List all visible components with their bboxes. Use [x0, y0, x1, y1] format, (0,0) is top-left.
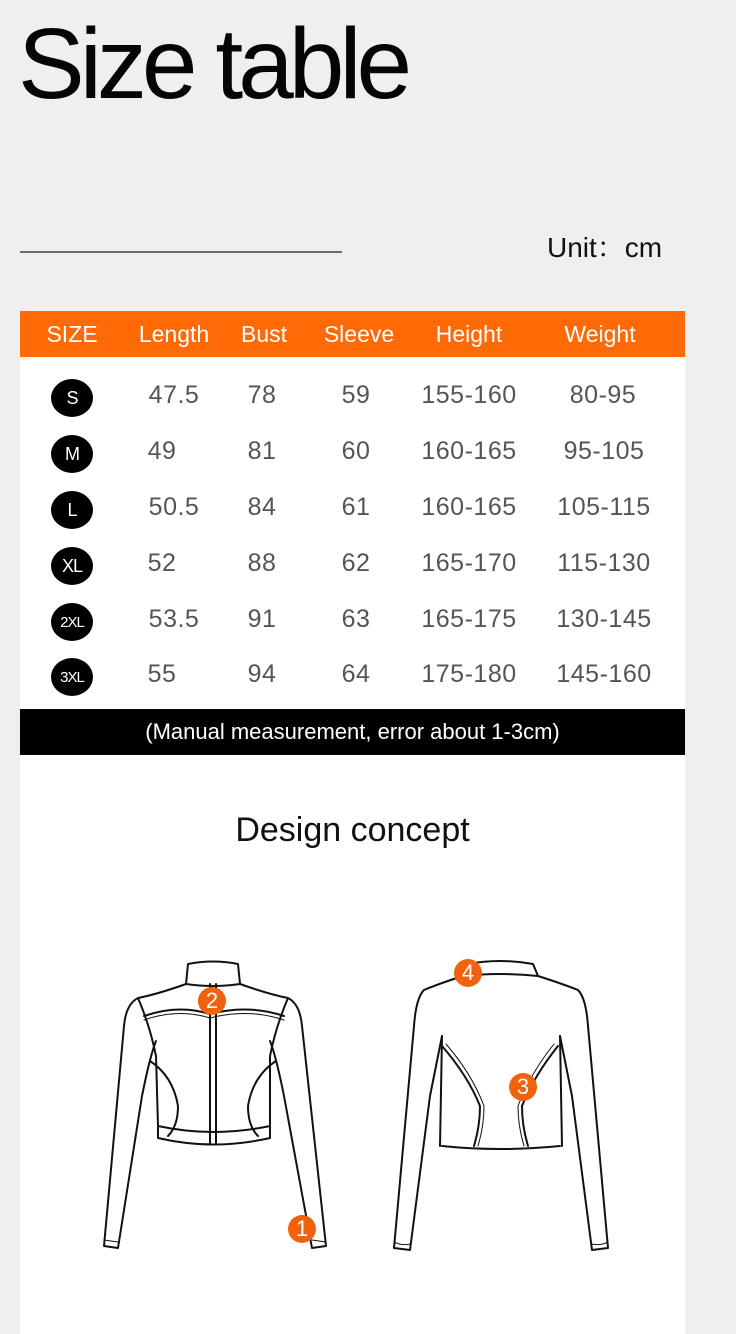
- weight-cell: 105-115: [557, 493, 651, 521]
- design-concept-title: Design concept: [235, 811, 470, 849]
- sleeve-cell: 62: [341, 549, 371, 577]
- length-cell: 52: [147, 549, 177, 577]
- height-cell: 160-165: [421, 493, 517, 521]
- length-cell: 50.5: [148, 493, 200, 521]
- weight-cell: 145-160: [556, 660, 652, 688]
- bust-cell: 88: [247, 549, 277, 577]
- sleeve-cell: 59: [341, 381, 371, 409]
- height-cell: 165-175: [421, 605, 517, 633]
- feature-marker-3: 3: [509, 1073, 537, 1101]
- length-cell: 55: [147, 660, 177, 688]
- column-header-size: SIZE: [46, 321, 98, 347]
- height-cell: 155-160: [421, 381, 517, 409]
- weight-cell: 130-145: [556, 605, 652, 633]
- sleeve-cell: 60: [341, 437, 371, 465]
- jacket-back-drawing: [388, 956, 613, 1261]
- bust-cell: 78: [247, 381, 277, 409]
- sleeve-cell: 63: [341, 605, 371, 633]
- table-header: [20, 311, 685, 357]
- weight-cell: 115-130: [557, 549, 651, 577]
- table-row: [20, 481, 685, 537]
- table-row: [20, 425, 685, 481]
- size-badge: 3XL: [51, 658, 93, 696]
- feature-marker-2: 2: [198, 987, 226, 1015]
- column-header-height: Height: [435, 321, 503, 347]
- size-badge: 2XL: [51, 603, 93, 641]
- column-header-weight: Weight: [564, 321, 636, 347]
- sleeve-cell: 61: [341, 493, 371, 521]
- table-row: [20, 593, 685, 649]
- column-header-bust: Bust: [240, 321, 288, 347]
- table-row: [20, 648, 685, 704]
- bust-cell: 84: [247, 493, 277, 521]
- page-title: Size table: [18, 8, 408, 120]
- length-cell: 47.5: [148, 381, 200, 409]
- bust-cell: 81: [247, 437, 277, 465]
- bust-cell: 91: [247, 605, 277, 633]
- feature-marker-1: 1: [288, 1215, 316, 1243]
- size-badge: L: [51, 491, 93, 529]
- feature-marker-4: 4: [454, 959, 482, 987]
- bust-cell: 94: [247, 660, 277, 688]
- divider-line: [20, 251, 342, 253]
- weight-cell: 95-105: [563, 437, 645, 465]
- measurement-note: (Manual measurement, error about 1-3cm): [20, 709, 685, 755]
- size-chart-card: [20, 311, 685, 1334]
- table-row: [20, 537, 685, 593]
- sleeve-cell: 64: [341, 660, 371, 688]
- height-cell: 160-165: [421, 437, 517, 465]
- size-badge: S: [51, 379, 93, 417]
- height-cell: 175-180: [421, 660, 517, 688]
- height-cell: 165-170: [421, 549, 517, 577]
- unit-label: Unit：cm: [547, 232, 663, 263]
- column-header-sleeve: Sleeve: [323, 321, 395, 347]
- table-row: [20, 369, 685, 425]
- size-badge: M: [51, 435, 93, 473]
- length-cell: 49: [147, 437, 177, 465]
- length-cell: 53.5: [148, 605, 200, 633]
- column-header-length: Length: [138, 321, 210, 347]
- size-badge: XL: [51, 547, 93, 585]
- weight-cell: 80-95: [569, 381, 637, 409]
